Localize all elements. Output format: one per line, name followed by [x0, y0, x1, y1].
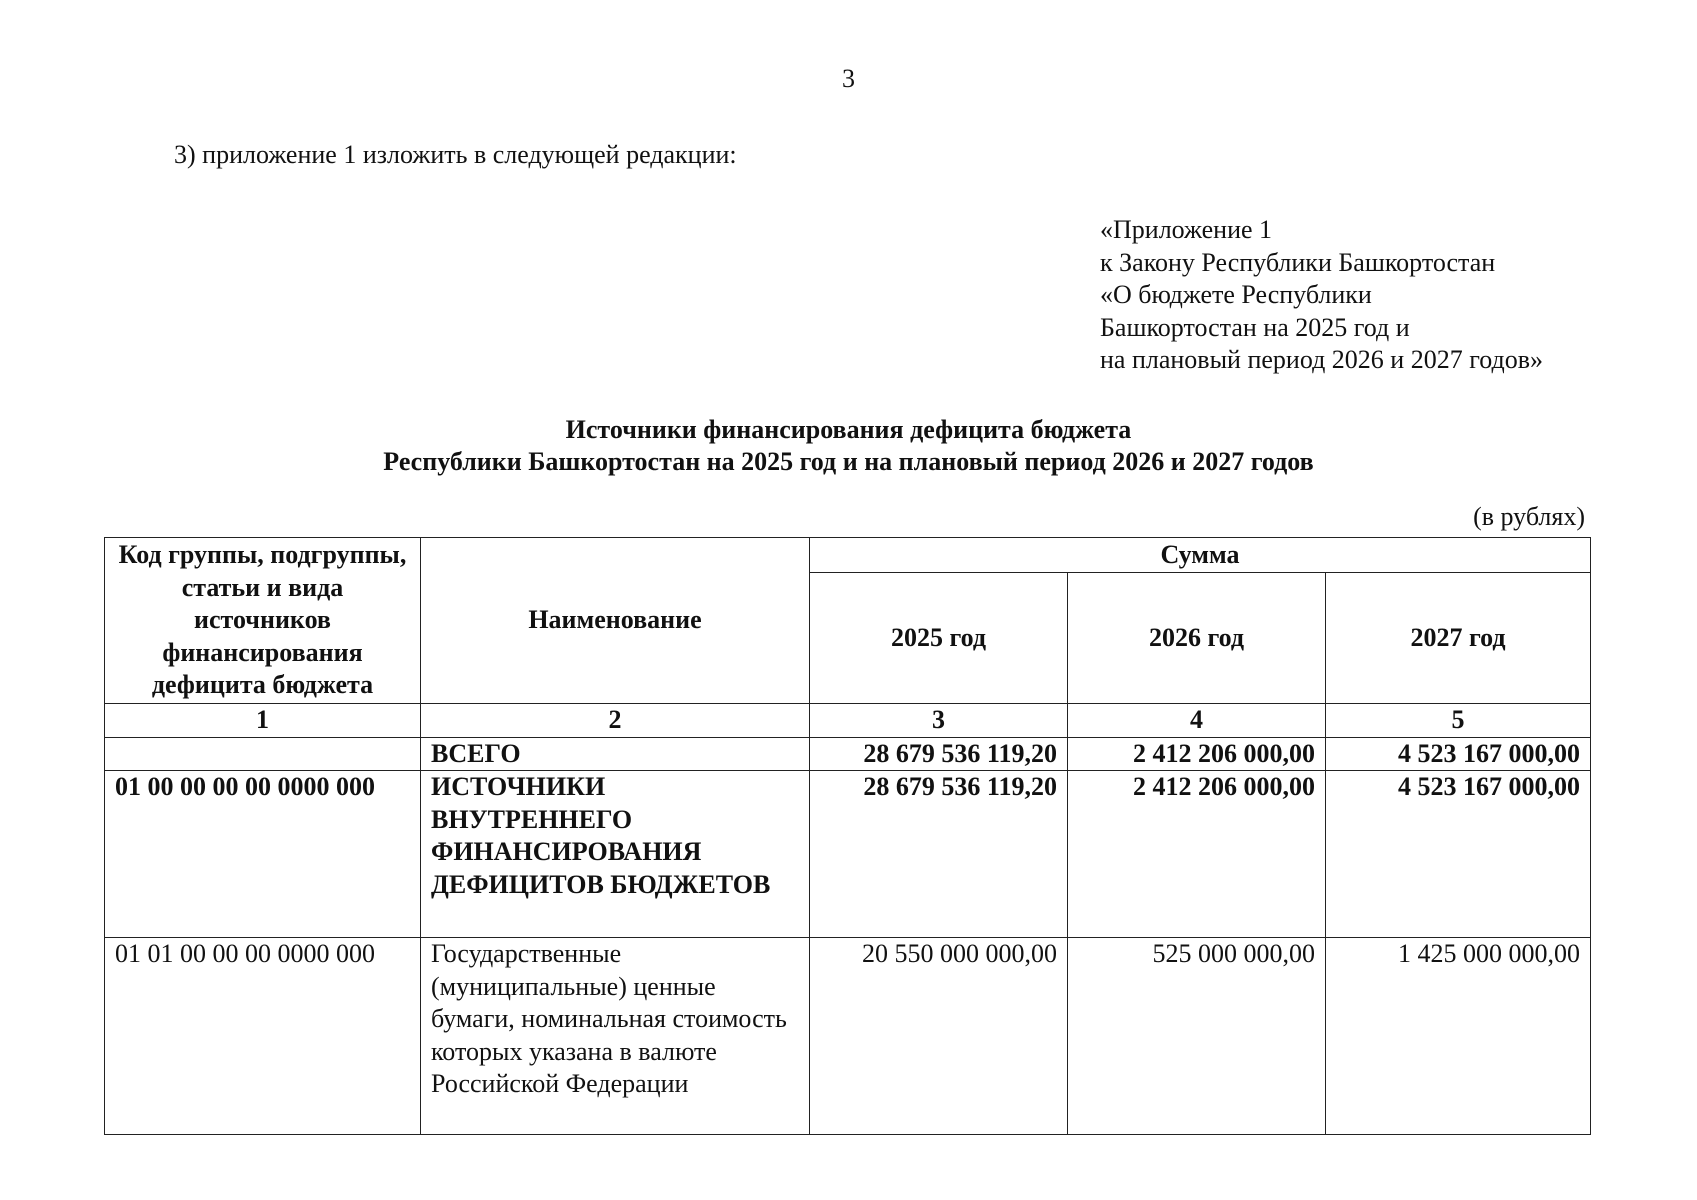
header-year-2025: 2025 год	[810, 573, 1068, 704]
units-note: (в рублях)	[1473, 502, 1585, 531]
title-line: Источники финансирования дефицита бюджета	[565, 415, 1132, 444]
header-name: Наименование	[421, 538, 810, 704]
row-value-2026: 2 412 206 000,00	[1068, 771, 1326, 938]
row-name: Государственные (муниципальные) ценные бумаги, номинальная стоимость которых указана в валюте Российской Федерации	[421, 938, 810, 1135]
row-value-2027: 4 523 167 000,00	[1326, 771, 1591, 938]
row-name: ВСЕГО	[421, 737, 810, 771]
annex-line: к Закону Республики Башкортостан	[1100, 247, 1496, 277]
column-number: 5	[1326, 704, 1591, 738]
row-code: 01 01 00 00 00 0000 000	[105, 938, 421, 1135]
header-year-2026: 2026 год	[1068, 573, 1326, 704]
intro-text: 3) приложение 1 изложить в следующей редакции:	[174, 140, 737, 169]
column-number: 4	[1068, 704, 1326, 738]
table-row-total	[105, 737, 1591, 771]
row-value-2025: 28 679 536 119,20	[810, 771, 1068, 938]
column-number: 3	[810, 704, 1068, 738]
row-code	[105, 737, 421, 771]
table-row	[105, 771, 1591, 938]
header-code: Код группы, подгруппы, статьи и вида источников финансирования дефицита бюджета	[105, 538, 421, 704]
row-value-2026: 525 000 000,00	[1068, 938, 1326, 1135]
row-value-2025: 20 550 000 000,00	[810, 938, 1068, 1135]
table-row	[105, 938, 1591, 1135]
header-sum: Сумма	[810, 538, 1591, 573]
annex-line: Башкортостан на 2025 год и	[1100, 312, 1410, 342]
row-name: ИСТОЧНИКИ ВНУТРЕННЕГО ФИНАНСИРОВАНИЯ ДЕФИЦИТОВ БЮДЖЕТОВ	[421, 771, 810, 938]
annex-reference	[1100, 214, 1543, 377]
column-number: 1	[105, 704, 421, 738]
row-value-2026: 2 412 206 000,00	[1068, 737, 1326, 771]
page-number: 3	[842, 64, 855, 93]
header-year-2027: 2027 год	[1326, 573, 1591, 704]
row-value-2025: 28 679 536 119,20	[810, 737, 1068, 771]
column-number: 2	[421, 704, 810, 738]
financing-sources-table	[104, 537, 1591, 1135]
title-line: Республики Башкортостан на 2025 год и на плановый период 2026 и 2027 годов	[383, 447, 1314, 476]
annex-line: «Приложение 1	[1100, 215, 1273, 244]
column-number-row	[105, 704, 1591, 738]
annex-line: «О бюджете Республики	[1100, 280, 1372, 309]
annex-line: на плановый период 2026 и 2027 годов»	[1100, 345, 1543, 374]
row-value-2027: 4 523 167 000,00	[1326, 737, 1591, 771]
header-row	[105, 538, 1591, 573]
row-value-2027: 1 425 000 000,00	[1326, 938, 1591, 1135]
document-title	[0, 414, 1697, 478]
row-code: 01 00 00 00 00 0000 000	[105, 771, 421, 938]
